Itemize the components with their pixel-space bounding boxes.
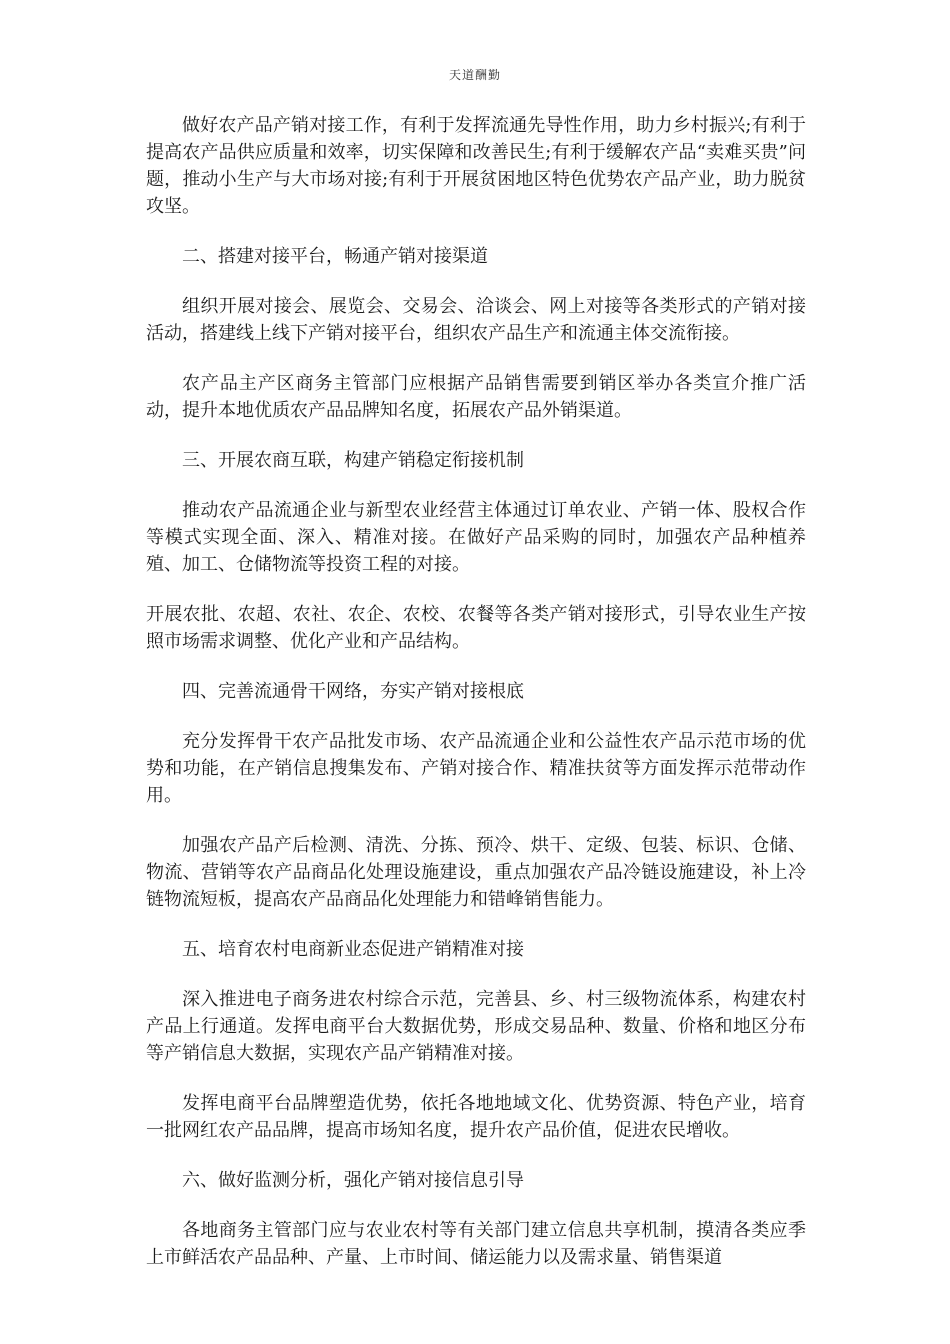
paragraph: 组织开展对接会、展览会、交易会、洽谈会、网上对接等各类形式的产销对接活动，搭建线上线下产销对接平台，组织农产品生产和流通主体交流衔接。: [146, 296, 806, 344]
paragraph: 农产品主产区商务主管部门应根据产品销售需要到销区举办各类宣介推广活动，提升本地优质农产品品牌知名度，拓展农产品外销渠道。: [146, 373, 806, 421]
section-heading: 五、培育农村电商新业态促进产销精准对接: [182, 939, 524, 960]
section-heading: 三、开展农商互联，构建产销稳定衔接机制: [182, 450, 524, 471]
section-heading: 四、完善流通骨干网络，夯实产销对接根底: [182, 681, 524, 702]
paragraph: 充分发挥骨干农产品批发市场、农产品流通企业和公益性农产品示范市场的优势和功能，在产销信息搜集发布、产销对接合作、精准扶贫等方面发挥示范带动作用。: [146, 731, 806, 806]
paragraph: 做好农产品产销对接工作，有利于发挥流通先导性作用，助力乡村振兴;有利于提高农产品供应质量和效率，切实保障和改善民生;有利于缓解农产品“卖难买贵”问题，推动小生产与大市场对接;有利于开展贫困地区特色优势农产品产业，助力脱贫攻坚。: [146, 115, 806, 217]
page-header: 天道酬勤: [448, 68, 501, 82]
paragraph: 开展农批、农超、农社、农企、农校、农餐等各类产销对接形式，引导农业生产按照市场需求调整、优化产业和产品结构。: [146, 604, 806, 652]
section-heading: 二、搭建对接平台，畅通产销对接渠道: [182, 246, 488, 267]
paragraph: 发挥电商平台品牌塑造优势，依托各地地域文化、优势资源、特色产业，培育一批网红农产品品牌，提高市场知名度，提升农产品价值，促进农民增收。: [146, 1093, 806, 1141]
document-body: [146, 112, 806, 1294]
paragraph: 加强农产品产后检测、清洗、分拣、预冷、烘干、定级、包装、标识、仓储、物流、营销等农产品商品化处理设施建设，重点加强农产品冷链设施建设，补上冷链物流短板，提高农产品商品化处理能力和错峰销售能力。: [146, 835, 806, 910]
paragraph: 推动农产品流通企业与新型农业经营主体通过订单农业、产销一体、股权合作等模式实现全面、深入、精准对接。在做好产品采购的同时，加强农产品种植养殖、加工、仓储物流等投资工程的对接。: [146, 500, 806, 575]
paragraph: 各地商务主管部门应与农业农村等有关部门建立信息共享机制，摸清各类应季上市鲜活农产品品种、产量、上市时间、储运能力以及需求量、销售渠道: [146, 1220, 806, 1268]
section-heading: 六、做好监测分析，强化产销对接信息引导: [182, 1170, 524, 1191]
paragraph: 深入推进电子商务进农村综合示范，完善县、乡、村三级物流体系，构建农村产品上行通道。发挥电商平台大数据优势，形成交易品种、数量、价格和地区分布等产销信息大数据，实现农产品产销精准对接。: [146, 989, 806, 1064]
